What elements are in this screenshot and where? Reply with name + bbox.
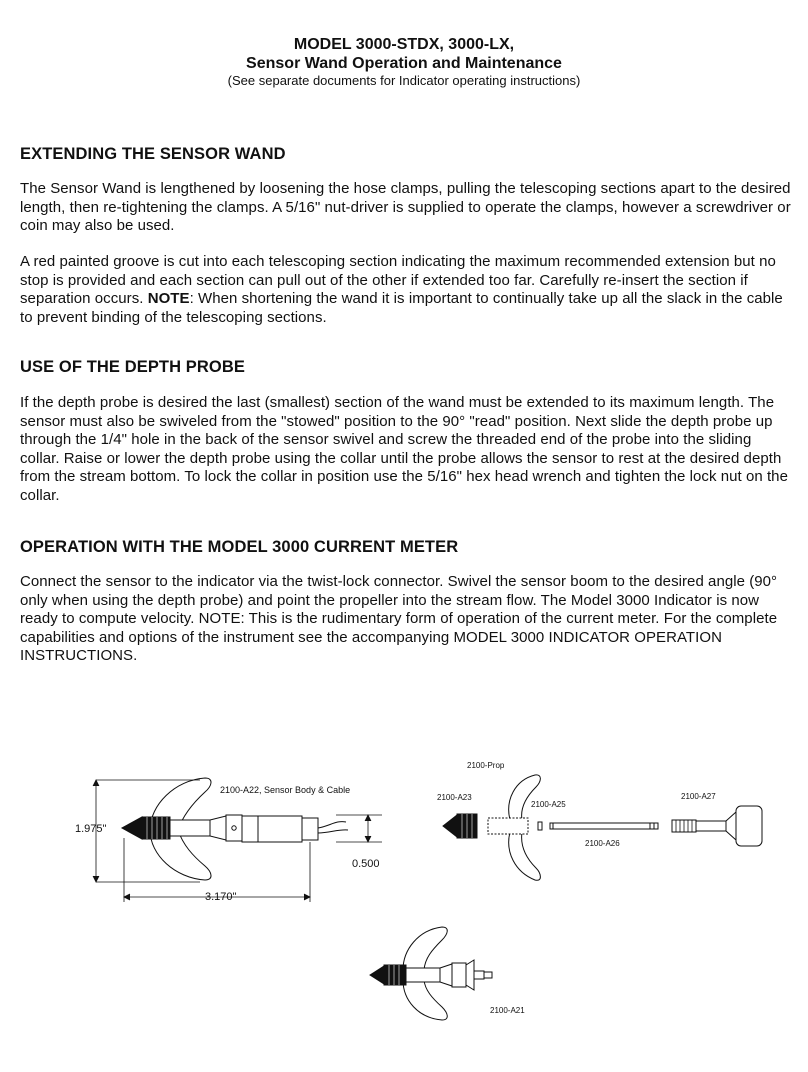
paragraph-extending-2-text: A red painted groove is cut into each telescoping section indicating the maximum recommended extension but no stop is provided and each section can pull out of the other if extended too far. Carefully re-insert the section if separation occurs. (20, 253, 776, 307)
note-label: NOTE (147, 290, 190, 307)
exploded-parts-drawing (443, 775, 762, 880)
part-prop-label: 2100-Prop (467, 761, 505, 770)
section-heading-operation: OPERATION WITH THE MODEL 3000 CURRENT METER (20, 538, 459, 556)
part-a23-label: 2100-A23 (437, 793, 472, 802)
title-line-2: Sensor Wand Operation and Maintenance (246, 55, 562, 72)
part-a26-label: 2100-A26 (585, 839, 620, 848)
section-heading-depth-probe: USE OF THE DEPTH PROBE (20, 358, 245, 376)
document-subtitle: (See separate documents for Indicator operating instructions) (227, 73, 581, 88)
title-line-1: MODEL 3000-STDX, 3000-LX, (293, 36, 515, 53)
paragraph-extending-1: The Sensor Wand is lengthened by loosening the hose clamps, pulling the telescoping sections apart to the desired length, then re-tightening the clamps. A 5/16" nut-driver is supplied to operate the clamps, however a screwdriver or coin may also be used. (20, 180, 791, 234)
dim-length-label: 3.170" (205, 891, 237, 903)
sensor-body-label: 2100-A22, Sensor Body & Cable (220, 785, 351, 795)
dim-height-label: 1.975" (75, 823, 107, 835)
dim-diameter-label: 0.500 (352, 858, 380, 870)
section-heading-extending: EXTENDING THE SENSOR WAND (20, 145, 286, 163)
paragraph-extending-2-note-text: : When shortening the wand it is important to continually take up all the slack in the cable to prevent binding of the telescoping sections. (20, 290, 783, 326)
assembled-sensor-drawing (370, 927, 492, 1020)
paragraph-operation: Connect the sensor to the indicator via the twist-lock connector. Swivel the sensor boom to the desired angle (90° only when using the depth probe) and point the propeller into the stream flow. The Model 3000 Indicator is now ready to compute velocity. NOTE: This is the rudimentary form of operation of the current meter. For the complete capabilities and options of the instrument see the accompanying MODEL 3000 INDICATOR OPERATION INSTRUCTIONS. (20, 573, 778, 664)
paragraph-depth-probe: If the depth probe is desired the last (smallest) section of the wand must be extended to its maximum length. The sensor must also be swiveled from the "stowed" position to the 90° "read" position. Next slide the depth probe up through the 1/4" hole in the back of the sensor swivel and screw the threaded end of the probe into the sliding collar. Raise or lower the depth probe using the collar until the probe allows the sensor to rest at the desired depth from the stream bottom. To lock the collar in position use the 5/16" hex head wrench and tighten the lock nut on the collar. (20, 394, 788, 504)
part-a21-label: 2100-A21 (490, 1006, 525, 1015)
part-a25-label: 2100-A25 (531, 800, 566, 809)
part-a27-label: 2100-A27 (681, 792, 716, 801)
